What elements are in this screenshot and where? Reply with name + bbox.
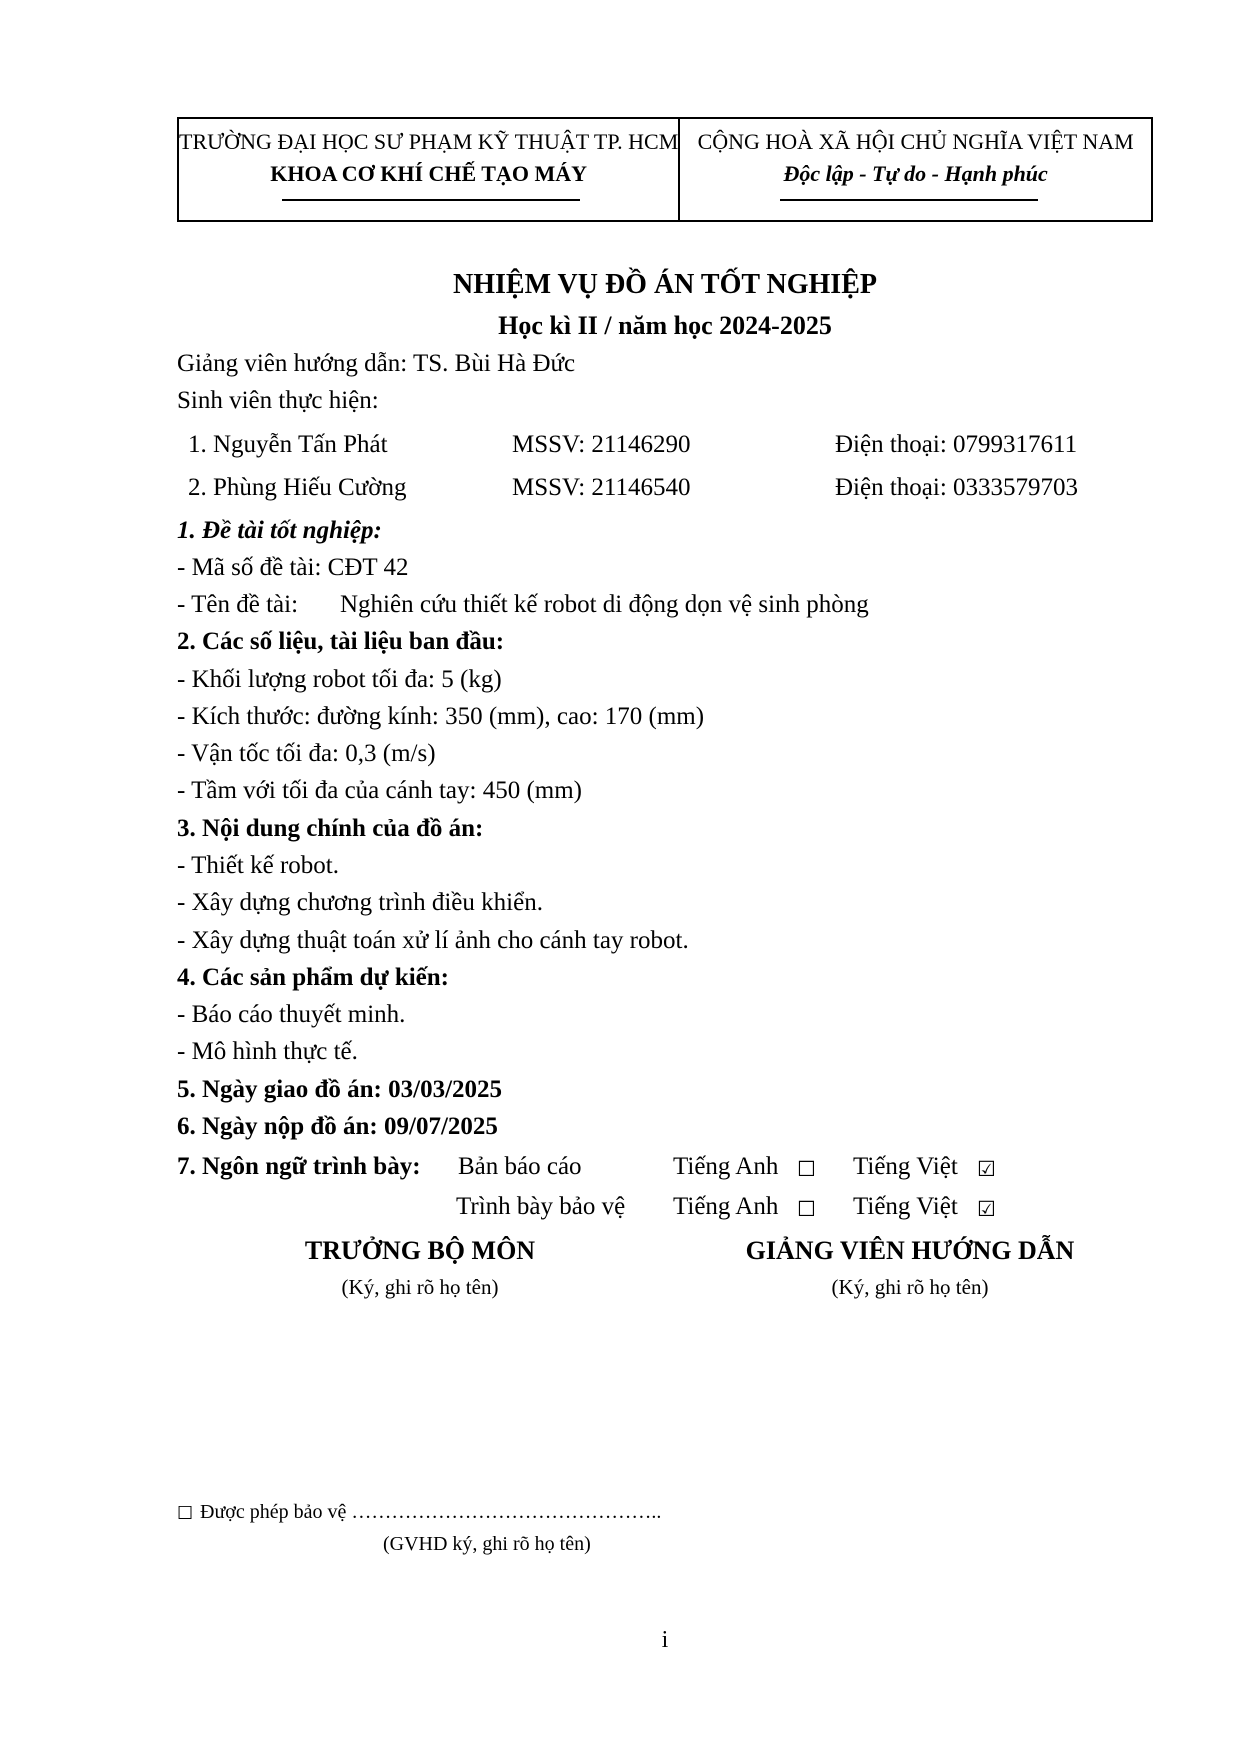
nation-motto: Độc lập - Tự do - Hạnh phúc bbox=[783, 161, 1048, 186]
checkbox-checked-icon[interactable]: ☑ bbox=[977, 1197, 996, 1221]
checkbox-unchecked-icon[interactable]: ☐ bbox=[797, 1157, 816, 1181]
language-row-label: Bản báo cáo bbox=[458, 1153, 582, 1180]
content-item: - Thiết kế robot. bbox=[177, 852, 339, 879]
student-1-mssv: MSSV: 21146290 bbox=[512, 431, 691, 458]
page-number: i bbox=[661, 1627, 669, 1653]
checkbox-checked-icon[interactable]: ☑ bbox=[977, 1157, 996, 1181]
student-2-phone: Điện thoại: 0333579703 bbox=[835, 474, 1079, 501]
vietnamese-option-label: Tiếng Việt bbox=[853, 1193, 958, 1220]
permission-note: (GVHD ký, ghi rõ họ tên) bbox=[383, 1533, 591, 1555]
page-title: NHIỆM VỤ ĐỒ ÁN TỐT NGHIỆP bbox=[453, 269, 877, 300]
assign-date: 5. Ngày giao đồ án: 03/03/2025 bbox=[177, 1076, 503, 1103]
spec-item: - Tầm với tối đa của cánh tay: 450 (mm) bbox=[177, 777, 583, 804]
student-1-name: 1. Nguyễn Tấn Phát bbox=[188, 431, 388, 458]
topic-code: - Mã số đề tài: CĐT 42 bbox=[177, 554, 409, 581]
spec-item: - Kích thước: đường kính: 350 (mm), cao: 170 (mm) bbox=[177, 703, 705, 730]
product-item: - Mô hình thực tế. bbox=[177, 1038, 358, 1065]
student-1-phone: Điện thoại: 0799317611 bbox=[835, 431, 1078, 458]
faculty-name: KHOA CƠ KHÍ CHẾ TẠO MÁY bbox=[270, 161, 588, 186]
topic-name-value: Nghiên cứu thiết kế robot di động dọn vệ sinh phòng bbox=[340, 591, 869, 618]
advisor-sign-title: GIẢNG VIÊN HƯỚNG DẪN bbox=[745, 1236, 1075, 1265]
header-university-cell bbox=[179, 119, 680, 220]
submit-date: 6. Ngày nộp đồ án: 09/07/2025 bbox=[177, 1113, 498, 1140]
nation-name: CỘNG HOÀ XÃ HỘI CHỦ NGHĨA VIỆT NAM bbox=[697, 129, 1134, 154]
header-table bbox=[177, 117, 1153, 222]
header-left-rule bbox=[282, 199, 580, 201]
vietnamese-option-label: Tiếng Việt bbox=[853, 1153, 958, 1180]
header-right-rule bbox=[780, 199, 1038, 201]
english-option-label: Tiếng Anh bbox=[673, 1193, 779, 1220]
header-nation-cell bbox=[680, 119, 1151, 220]
page-subtitle: Học kì II / năm học 2024-2025 bbox=[498, 311, 832, 340]
language-row-label: Trình bày bảo vệ bbox=[456, 1193, 626, 1220]
university-name: TRƯỜNG ĐẠI HỌC SƯ PHẠM KỸ THUẬT TP. HCM bbox=[179, 129, 679, 154]
permission-text: Được phép bảo vệ ……………………………………….. bbox=[200, 1501, 662, 1523]
permission-checkbox-icon[interactable]: ☐ bbox=[177, 1503, 194, 1524]
section-4-heading: 4. Các sản phẩm dự kiến: bbox=[177, 964, 449, 991]
students-label: Sinh viên thực hiện: bbox=[177, 387, 379, 414]
section-7-heading: 7. Ngôn ngữ trình bày: bbox=[177, 1153, 421, 1180]
product-item: - Báo cáo thuyết minh. bbox=[177, 1001, 406, 1028]
dept-head-note: (Ký, ghi rõ họ tên) bbox=[341, 1275, 499, 1299]
spec-item: - Khối lượng robot tối đa: 5 (kg) bbox=[177, 666, 502, 693]
checkbox-unchecked-icon[interactable]: ☐ bbox=[797, 1197, 816, 1221]
english-option-label: Tiếng Anh bbox=[673, 1153, 779, 1180]
section-3-heading: 3. Nội dung chính của đồ án: bbox=[177, 815, 484, 842]
content-item: - Xây dựng chương trình điều khiển. bbox=[177, 889, 543, 916]
student-2-mssv: MSSV: 21146540 bbox=[512, 474, 691, 501]
advisor-sign-note: (Ký, ghi rõ họ tên) bbox=[831, 1275, 989, 1299]
content-item: - Xây dựng thuật toán xử lí ảnh cho cánh tay robot. bbox=[177, 927, 689, 954]
student-2-name: 2. Phùng Hiếu Cường bbox=[188, 474, 407, 501]
advisor-line: Giảng viên hướng dẫn: TS. Bùi Hà Đức bbox=[177, 350, 576, 377]
section-2-heading: 2. Các số liệu, tài liệu ban đầu: bbox=[177, 628, 505, 655]
spec-item: - Vận tốc tối đa: 0,3 (m/s) bbox=[177, 740, 436, 767]
dept-head-title: TRƯỞNG BỘ MÔN bbox=[304, 1236, 536, 1265]
section-1-heading: 1. Đề tài tốt nghiệp: bbox=[177, 517, 382, 544]
topic-name-label: - Tên đề tài: bbox=[177, 591, 299, 618]
